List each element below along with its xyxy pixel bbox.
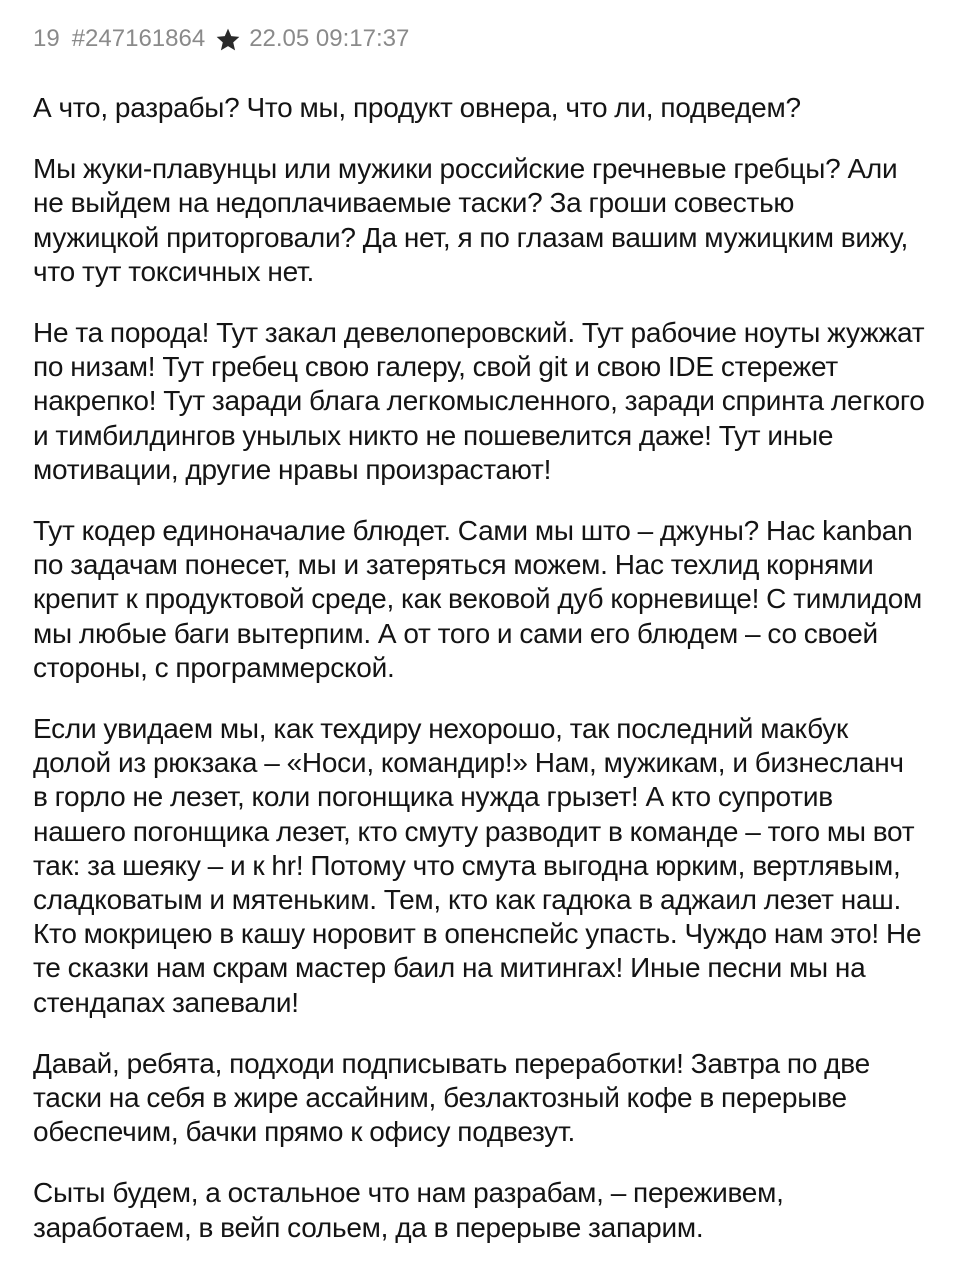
post-paragraph: А что, разрабы? Что мы, продукт овнера, что ли, подведем? [33, 92, 801, 123]
post-paragraph: Тут кодер единоначалие блюдет. Сами мы што – джуны? Нас kanban по задачам понесет, мы и затеряться можем. Нас техлид корнями крепит к продуктовой среде, как вековой дуб корневище! С тимлидом мы любые баги вытерпим. А от того и сами его блюдем – со своей стороны, с программерской. [33, 515, 923, 683]
post-paragraph: Если увидаем мы, как техдиру нехорошо, так последний макбук долой из рюкзака – «Носи, командир!» Нам, мужикам, и бизнесланч в горло не лезет, коли погонщика нужда грызет! А кто супротив нашего погонщика лезет, кто смуту разводит в команде – того мы вот так: за шеяку – и к hr! Потому что смута выгодна юрким, вертлявым, сладковатым и мятеньким. Тем, кто как гадюка в аджаил лезет наш. Кто мокрицею в кашу норовит в опенспейс упасть. Чуждо нам это! Не те сказки нам скрам мастер баил на митингах! Иные песни мы на стендапах запевали! [33, 713, 922, 1018]
post-id[interactable]: #247161864 [71, 25, 206, 52]
post-body [33, 91, 925, 1245]
post-meta [33, 22, 925, 56]
post-number: 19 [33, 25, 60, 52]
post-paragraph: Сыты будем, а остальное что нам разрабам, – переживем, заработаем, в вейп сольем, да в перерыве запарим. [33, 1177, 784, 1243]
post-datetime: 22.05 09:17:37 [249, 25, 410, 52]
post-paragraph: Мы жуки-плавунцы или мужики российские гречневые гребцы? Али не выйдем на недоплачиваемые таски? За гроши совестью мужицкой приторговали? Да нет, я по глазам вашим мужицким вижу, что тут токсичных нет. [33, 153, 909, 287]
post [33, 22, 925, 1245]
star-icon[interactable] [215, 27, 241, 52]
post-paragraph: Давай, ребята, подходи подписывать переработки! Завтра по две таски на себя в жире ассайним, безлактозный кофе в перерыве обеспечим, бачки прямо к офису подвезут. [33, 1047, 870, 1148]
post-paragraph: Не та порода! Тут закал девелоперовский. Тут рабочие ноуты жужжат по низам! Тут гребец свою галеру, свой git и свою IDE стережет накрепко! Тут заради блага легкомысленного, заради спринта легкого и тимбилдингов унылых никто не пошевелится даже! Тут иные мотивации, другие нравы произрастают! [33, 317, 925, 485]
